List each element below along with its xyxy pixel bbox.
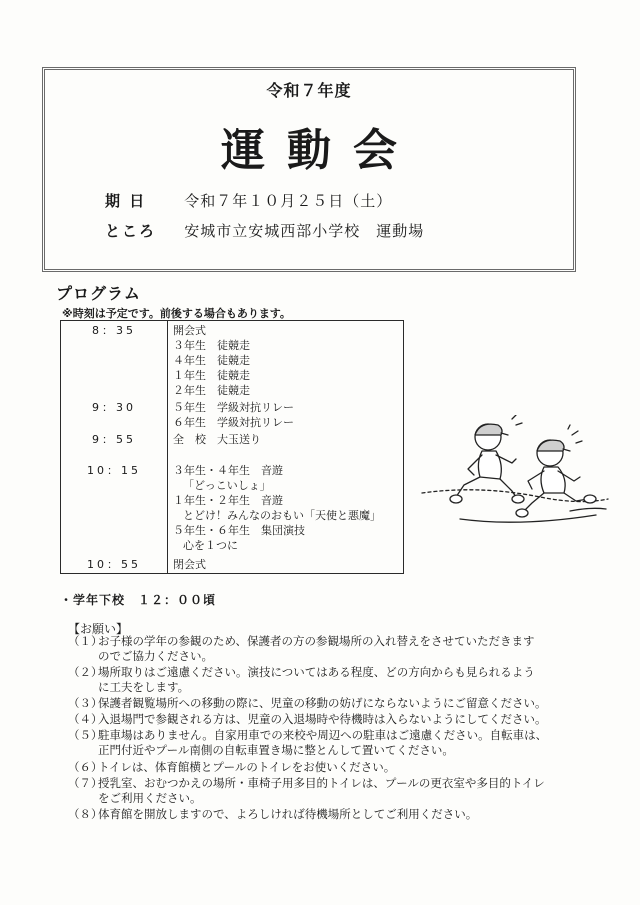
row-time: 9：30	[92, 401, 136, 414]
row-event: １年生 徒競走	[173, 369, 250, 382]
place-value: 安城市立安城西部小学校 運動場	[184, 222, 425, 240]
table-row	[61, 432, 403, 447]
request-line: のでご協力ください。	[98, 649, 213, 663]
row-event: 「どっこいしょ」	[183, 479, 271, 492]
request-number: （４）	[68, 712, 103, 726]
request-line: お子様の学年の参観のため、保護者の方の参観場所の入れ替えをさせていただきます	[98, 634, 535, 648]
program-heading: プログラム	[56, 284, 141, 303]
request-line: 正門付近やプール南側の自転車置き場に整とんして置いてください。	[98, 743, 454, 757]
table-row	[61, 353, 403, 368]
row-event: １年生・２年生 音遊	[173, 494, 283, 507]
table-row	[61, 368, 403, 383]
request-number: （７）	[68, 776, 103, 790]
table-row	[61, 538, 403, 553]
row-event: ５年生 学級対抗リレー	[173, 401, 294, 414]
table-row	[61, 338, 403, 353]
table-row	[61, 463, 403, 478]
request-number: （３）	[68, 696, 103, 710]
header-box	[42, 67, 576, 272]
request-line: 場所取りはご遠慮ください。演技についてはある程度、どの方向からも見られるよう	[98, 665, 535, 679]
row-event: 全 校 大玉送り	[173, 433, 261, 446]
row-event: ３年生 徒競走	[173, 339, 250, 352]
school-year: 令和７年度	[266, 81, 352, 100]
request-line: 駐車場はありません。自家用車での来校や周辺への駐車はご遠慮ください。自転車は、	[98, 728, 548, 742]
table-row	[61, 493, 403, 508]
running-children-illustration	[420, 415, 610, 535]
table-row	[61, 400, 403, 415]
row-time: 10：55	[87, 558, 141, 571]
program-note: ※時刻は予定です。前後する場合もあります。	[62, 307, 291, 320]
date-label: 期 日	[105, 192, 147, 210]
row-event: ２年生 徒競走	[173, 384, 250, 397]
row-event: ４年生 徒競走	[173, 354, 250, 367]
row-time: 10：15	[87, 464, 141, 477]
dismissal-time: ・学年下校 １２：００頃	[60, 593, 217, 607]
table-row	[61, 508, 403, 523]
table-row	[61, 415, 403, 430]
row-event: ３年生・４年生 音遊	[173, 464, 283, 477]
requests-heading: 【お願い】	[68, 622, 129, 636]
table-row	[61, 383, 403, 398]
place-row	[105, 220, 424, 241]
table-row	[61, 323, 403, 338]
request-line: に工夫をします。	[98, 680, 190, 694]
request-number: （６）	[68, 760, 103, 774]
row-time: 9：55	[92, 433, 136, 446]
request-item	[68, 634, 568, 664]
request-number: （８）	[68, 807, 103, 821]
row-time: 8：35	[92, 324, 136, 337]
request-line: 保護者観覧場所への移動の際に、児童の移動の妨げにならないようにご留意ください。	[98, 696, 547, 710]
row-event: 心を１つに	[183, 539, 238, 552]
row-event: 開会式	[173, 324, 206, 337]
table-row	[61, 523, 403, 538]
request-line: トイレは、体育館横とプールのトイレをお使いください。	[98, 760, 396, 774]
request-item	[68, 696, 568, 711]
request-item	[68, 712, 568, 727]
row-event: ５年生・６年生 集団演技	[173, 524, 305, 537]
request-line: をご利用ください。	[98, 791, 202, 805]
row-event: 閉会式	[173, 558, 206, 571]
request-line: 体育館を開放しますので、よろしければ待機場所としてご利用ください。	[98, 807, 478, 821]
table-row	[61, 478, 403, 493]
program-table	[60, 320, 404, 574]
date-value: 令和７年１０月２５日（土）	[184, 192, 393, 210]
request-item	[68, 807, 568, 822]
request-number: （１）	[68, 634, 103, 648]
request-item	[68, 760, 568, 775]
table-row	[61, 557, 403, 572]
request-item	[68, 665, 568, 695]
date-row	[105, 190, 392, 211]
request-line: 入退場門で参観される方は、児童の入退場時や待機時は入らないようにしてください。	[98, 712, 547, 726]
request-number: （２）	[68, 665, 103, 679]
request-number: （５）	[68, 728, 103, 742]
request-item	[68, 728, 568, 758]
request-line: 授乳室、おむつかえの場所・車椅子用多目的トイレは、プールの更衣室や多目的トイレ	[98, 776, 545, 790]
row-event: ６年生 学級対抗リレー	[173, 416, 294, 429]
row-event: とどけ！みんなのおもい「天使と悪魔」	[183, 509, 381, 522]
event-title: 運動会	[221, 125, 419, 176]
place-label: ところ	[105, 222, 157, 240]
request-item	[68, 776, 568, 806]
